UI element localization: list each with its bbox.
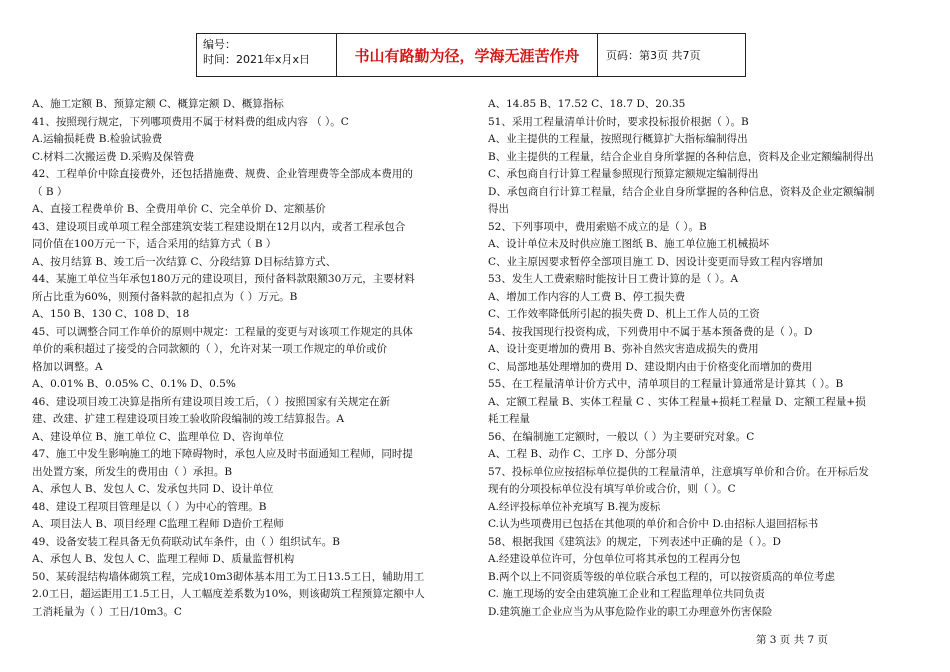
question-line: A、直接工程费单价 B、全费用单价 C、完全单价 D、定额基价 <box>32 203 326 215</box>
time-label: 时间：2021年x月x日 <box>203 53 311 66</box>
question-line: 2.0工日，超运距用工1.5工日，人工幅度差系数为10%，则该砌筑工程预算定额中人 <box>32 588 425 600</box>
question-line: 56、在编制施工定额时，一般以（ ）为主要研究对象。C <box>488 430 755 443</box>
question-line: A、定额工程量 B、实体工程量 C 、实体工程量+损耗工程量 D、定额工程量+损 <box>488 395 866 408</box>
question-line: 58、根据我国《建筑法》的规定，下列表述中正确的是（ ）。D <box>488 535 781 548</box>
question-line: 建、改建、扩建工程建设项目竣工验收阶段编制的竣工结算报告。A <box>32 413 345 425</box>
question-line: 53、发生人工费索赔时能按计日工费计算的是（ ）。A <box>488 273 739 285</box>
question-line: A、150 B、130 C、108 D、18 <box>32 308 190 320</box>
question-line: A、承包人 B、发包人 C、发承包共同 D、设计单位 <box>32 483 274 495</box>
question-line: 51、采用工程量清单计价时，要求投标报价根据（ ）。B <box>488 115 749 128</box>
question-line: C、局部地基处理增加的费用 D、建设期内由于价格变化而增加的费用 <box>488 360 813 373</box>
question-line: 50、某砖混结构墙体砌筑工程，完成10m3砌体基本用工为工日13.5工日，辅助用工 <box>32 570 425 583</box>
question-line: A、设计单位未及时供应施工图纸 B、施工单位施工机械损坏 <box>488 238 770 250</box>
question-line: A、0.01% B、0.05% C、0.1% D、0.5% <box>32 378 236 390</box>
question-line: 42、工程单价中除直接费外，还包括措施费、规费、企业管理费等全部成本费用的 <box>32 168 413 180</box>
question-line: 耗工程量 <box>488 413 530 425</box>
document-header <box>196 33 746 77</box>
question-line: B.两个以上不同资质等级的单位联合承包工程的，可以按资质高的单位考虑 <box>488 570 836 583</box>
question-line: 格加以调整。A <box>32 360 103 373</box>
question-line: A、项目法人 B、项目经理 C监理工程师 D造价工程师 <box>32 518 284 530</box>
question-line: C、业主原因要求暂停全部项目施工 D、因设计变更而导致工程内容增加 <box>488 255 823 268</box>
question-line: 49、设备安装工程具备无负荷联动试车条件，由（ ）组织试车。B <box>32 535 340 548</box>
question-line: A、增加工作内容的人工费 B、停工损失费 <box>488 290 686 303</box>
question-line: D、承包商自行计算工程量，结合企业自身所掌握的各种信息，资料及企业定额编制 <box>488 185 875 198</box>
question-line: （ B ） <box>32 185 68 198</box>
question-line: A、承包人 B、发包人 C、监理工程师 D、质量监督机构 <box>32 553 295 565</box>
question-line: 同价值在100万元一下，适合采用的结算方式（ B ） <box>32 238 277 250</box>
question-line: A、按月结算 B、竣工后一次结算 C、分段结算 D目标结算方式、 <box>32 255 337 268</box>
question-line: C.材料二次搬运费 D.采购及保管费 <box>32 150 195 163</box>
question-line: 41、按照现行规定，下列哪项费用不属于材料费的组成内容 （ ）。C <box>32 115 349 128</box>
question-line: A.经评投标单位补充填写 B.视为废标 <box>488 500 661 513</box>
question-line: 单价的乘积超过了接受的合同款额的（ ），允许对某一项工作规定的单价或价 <box>32 343 388 355</box>
question-line: 55、在工程量清单计价方式中，清单项目的工程量计算通常是计算其（ ）。B <box>488 378 844 390</box>
question-line: 所占比重为60%，则预付备料款的起扣点为（ ）万元。B <box>32 290 298 303</box>
question-line: A、设计变更增加的费用 B、弥补自然灾害造成损失的费用 <box>488 343 759 355</box>
question-line: 52、下列事项中，费用索赔不成立的是（ ）。B <box>488 220 707 233</box>
question-line: A、施工定额 B、预算定额 C、概算定额 D、概算指标 <box>32 98 284 110</box>
question-line: B、业主提供的工程量，结合企业自身所掌握的各种信息，资料及企业定额编制得出 <box>488 150 874 163</box>
right-column <box>488 96 918 621</box>
header-meta <box>197 34 337 76</box>
number-label: 编号： <box>203 38 236 51</box>
question-line: 47、施工中发生影响施工的地下障碍物时，承包人应及时书面通知工程师，同时提 <box>32 448 413 460</box>
question-line: 46、建设项目竣工决算是指所有建设项目竣工后，（ ）按照国家有关规定在新 <box>32 395 390 408</box>
question-line: 57、投标单位应按招标单位提供的工程量清单，注意填写单价和合价。在开标后发 <box>488 465 869 478</box>
question-line: 现有的分项投标单位没有填写单价或合价，则（ ）。C <box>488 483 736 495</box>
question-line: 43、建设项目或单项工程全部建筑安装工程建设期在12月以内，或者工程承包合 <box>32 220 406 233</box>
page-info: 页码：第3页 共7页 <box>606 49 701 62</box>
question-line: C、承包商自行计算工程量参照现行预算定额规定编制得出 <box>488 168 759 180</box>
page-footer: 第 3 页 共 7 页 <box>755 634 828 646</box>
question-line: A.经建设单位许可，分包单位可将其承包的工程再分包 <box>488 553 741 565</box>
question-line: A、14.85 B、17.52 C、18.7 D、20.35 <box>488 98 686 110</box>
question-line: C. 施工现场的安全由建筑施工企业和工程监理单位共同负责 <box>488 588 765 600</box>
question-line: C.认为些项费用已包括在其他项的单价和合价中 D.由招标人退回招标书 <box>488 518 819 530</box>
question-line: A.运输损耗费 B.检验试验费 <box>32 133 163 145</box>
question-line: 45、可以调整合同工作单价的原则中规定：工程量的变更与对该项工作规定的具体 <box>32 325 413 338</box>
question-line: A、工程 B、动作 C、工序 D、分部分项 <box>488 448 677 460</box>
question-line: C、工作效率降低所引起的损失费 D、机上工作人员的工资 <box>488 308 760 320</box>
question-line: A、业主提供的工程量，按照现行概算扩大指标编制得出 <box>488 133 748 145</box>
question-line: 得出 <box>488 203 509 215</box>
question-line: D.建筑施工企业应当为从事危险作业的职工办理意外伤害保险 <box>488 605 773 618</box>
question-line: 出处置方案，所发生的费用由（ ）承担。B <box>32 465 233 478</box>
motto: 书山有路勤为径，学海无涯苦作舟 <box>337 34 598 76</box>
question-line: A、建设单位 B、施工单位 C、监理单位 D、咨询单位 <box>32 430 284 443</box>
question-line: 48、建设工程项目管理是以（ ）为中心的管理。B <box>32 500 267 513</box>
question-line: 工消耗量为（ ）工日/10m3。C <box>32 605 182 618</box>
left-column <box>32 96 447 621</box>
question-line: 54、按我国现行投资构成，下列费用中不属于基本预备费的是（ ）。D <box>488 325 813 338</box>
question-line: 44、某施工单位当年承包180万元的建设项目，预付备料款限额30万元，主要材料 <box>32 273 415 285</box>
